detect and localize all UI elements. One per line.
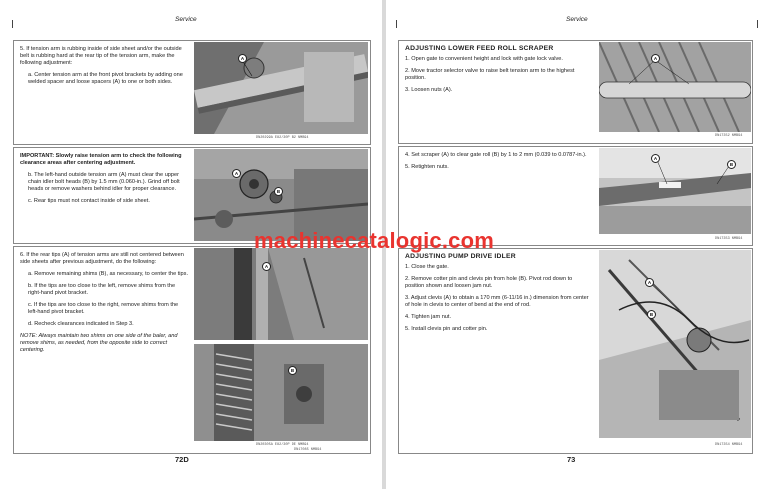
callout-b: B	[647, 310, 656, 319]
photo-caption: DN20299A E82/30P B2 NMB94	[256, 136, 309, 140]
panel-r2-text	[405, 152, 590, 176]
step-5a: a. Center tension arm at the front pivot brackets by adding one welded spacer and loose spacers (A) to one or both sides.	[28, 72, 183, 85]
page-header: Service	[175, 16, 197, 23]
important-note: IMPORTANT: Slowly raise tension arm to check the following clearance areas after centering adjustment.	[20, 153, 182, 166]
photo-image	[194, 344, 368, 441]
watermark-text: machinecatalogic.com	[254, 228, 494, 253]
step-4: 4. Tighten jam nut.	[405, 314, 452, 320]
step-2: 2. Remove cotter pin and clevis pin from hole (B). Pivot rod down to position shown and loosen jam nut.	[405, 276, 573, 289]
callout-a: A	[645, 278, 654, 287]
step-6c: c. If the tips are too close to the right, remove shims from the left-hand pivot bracket.	[28, 302, 179, 315]
step-5-intro: 5. If tension arm is rubbing inside of side sheet and/or the outside belt is rubbing hard at the rear tip of the tension arm, make the following adjustment:	[20, 46, 182, 66]
instruction-panel-3	[13, 246, 371, 454]
panel-3-text	[20, 252, 188, 359]
step-2: 2. Move tractor selector valve to raise belt tension arm to the highest position.	[405, 68, 575, 81]
callout-a: A	[262, 262, 271, 271]
crop-mark	[396, 20, 397, 28]
panel-1-text	[20, 46, 188, 91]
rear-tips-photo	[194, 248, 368, 340]
photo-caption: DN17354 NMB94	[715, 443, 743, 447]
tension-arm-photo	[194, 42, 368, 134]
step-1: 1. Open gate to convenient height and lock with gate lock valve.	[405, 56, 563, 62]
step-4: 4. Set scraper (A) to clear gate roll (B) by 1 to 2 mm (0.039 to 0.0787-in.).	[405, 152, 587, 158]
callout-b: B	[727, 160, 736, 169]
callout-a: A	[651, 54, 660, 63]
photo-image	[194, 248, 368, 340]
step-5: 5. Retighten nuts.	[405, 164, 449, 170]
photo-image	[599, 250, 751, 438]
crop-mark	[12, 20, 13, 28]
step-5: 5. Install clevis pin and cotter pin.	[405, 326, 488, 332]
step-6b: b. If the tips are too close to the left, remove shims from the right-hand pivot bracket.	[28, 283, 176, 296]
callout-a: A	[232, 169, 241, 178]
gate-roll-photo	[599, 148, 751, 234]
step-b: b. The left-hand outside tension arm (A) must clear the upper chain idler bolt heads (B) by 1.5 mm (0.060-in.). Grind off bolt heads or remove washers behind idler for proper clearance.	[28, 172, 180, 192]
step-3: 3. Loosen nuts (A).	[405, 87, 453, 93]
note: NOTE: Always maintain two shims on one side of the baler, and remove shims, as needed, from the opposite side to correct centering.	[20, 333, 178, 353]
page-number: 72D	[175, 455, 189, 464]
step-c: c. Rear tips must not contact inside of side sheet.	[28, 198, 150, 204]
step-6d: d. Recheck clearances indicated in Step 3.	[28, 321, 134, 327]
shims-photo	[194, 344, 368, 441]
photo-caption: DN17352 NMB94	[715, 134, 743, 138]
panel-r3-text	[405, 253, 590, 338]
photo-caption: DN20305A E82/30P DE NMB94	[256, 443, 309, 447]
step-6a: a. Remove remaining shims (B), as necessary, to center the tips.	[28, 271, 189, 277]
section-title: ADJUSTING LOWER FEED ROLL SCRAPER	[405, 45, 554, 52]
instruction-panel-r3	[398, 248, 753, 454]
photo-image	[599, 42, 751, 132]
instruction-panel-r1	[398, 40, 753, 144]
scraper-photo	[599, 42, 751, 132]
instruction-panel-1	[13, 40, 371, 145]
step-1: 1. Close the gate.	[405, 264, 449, 270]
callout-a: A	[238, 54, 247, 63]
step-6-intro: 6. If the rear tips (A) of tension arms are still not centered between side sheets after previous adjustment, do the following:	[20, 252, 184, 265]
panel-2-text	[20, 153, 188, 210]
section-title: ADJUSTING PUMP DRIVE IDLER	[405, 253, 516, 260]
page-number: 73	[567, 455, 576, 464]
photo-caption: DN17353 NMB94	[715, 237, 743, 241]
pump-idler-photo	[599, 250, 751, 438]
page-header: Service	[566, 16, 588, 23]
callout-a: A	[651, 154, 660, 163]
callout-b: B	[274, 187, 283, 196]
photo-caption: DN17085 NMB94	[294, 448, 322, 452]
photo-image	[194, 42, 368, 134]
step-3: 3. Adjust clevis (A) to obtain a 170 mm (6-11/16 in.) dimension from center of hole in clevis to center of bend at the end of rod.	[405, 295, 589, 308]
panel-r1-text	[405, 45, 590, 99]
crop-mark	[757, 20, 758, 28]
callout-b: B	[288, 366, 297, 375]
